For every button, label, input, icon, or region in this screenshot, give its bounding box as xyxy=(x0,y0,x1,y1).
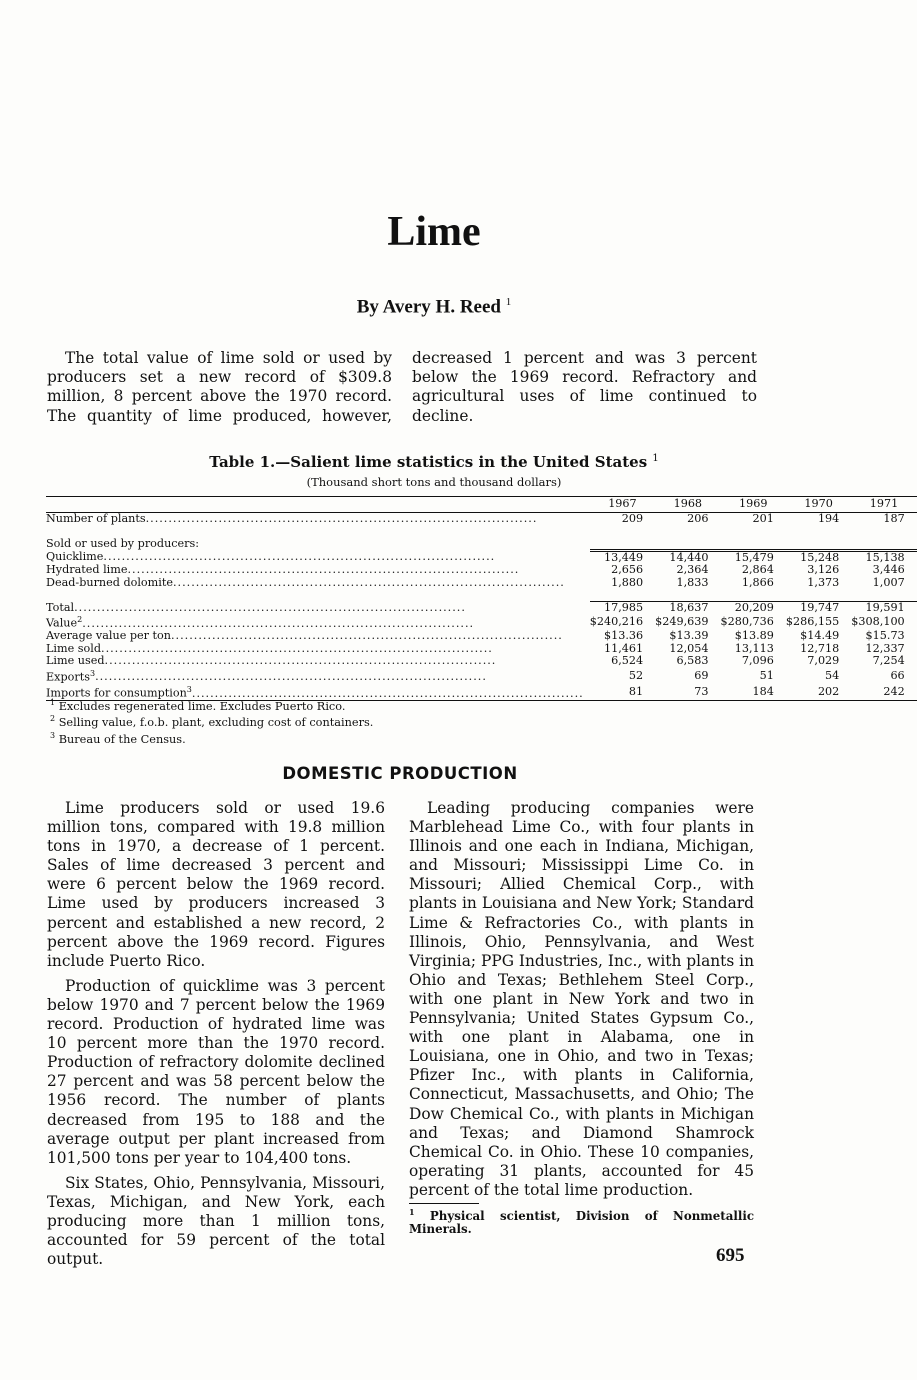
table-title-text: Table 1.—Salient lime statistics in the United States xyxy=(209,453,648,471)
cell: 1,866 xyxy=(741,575,774,589)
right-column xyxy=(409,799,754,1206)
year-header: 1971 xyxy=(869,497,899,510)
table-note: $^3$ Bureau of the Census. xyxy=(50,730,186,746)
table-note: $^1$ Excludes regenerated lime. Excludes Puerto Rico. xyxy=(50,698,346,713)
cell: 1,007 xyxy=(872,575,905,589)
cell: 15,479 xyxy=(734,550,774,564)
cell: 7,029 xyxy=(807,654,840,668)
cell: 13,449 xyxy=(603,550,644,564)
footnote-rule xyxy=(409,1203,479,1204)
paragraph: Leading producing companies were Marblehead Lime Co., with four plants in Illinois and one each in Indiana, Michigan, and Missouri; Mississippi Lime Co. in Missouri; Allied Chemical Corp., with plants in Louisiana and New York; Standard Lime & Refractories Co., with plants in Illinois, Ohio, Pennsylvania, and West Virginia; PPG Industries, Inc., with plants in Ohio and Texas; Bethlehem Steel Corp., with one plant in New York and two in Pennsylvania; United States Gypsum Co., with one plant in Alabama, one in Louisiana, one in Ohio, and two in Texas; Pfizer Inc., with plants in California, Connecticut, Massachusetts, and Ohio; The Dow Chemical Co., with plants in Michigan and Texas; and Diamond Shamrock Chemical Co. in Ohio. These 10 companies, operating 31 plants, accounted for 45 percent of the total lime production. xyxy=(409,799,754,1199)
cell: 3,446 xyxy=(872,563,905,577)
cell: 209 xyxy=(621,512,644,526)
cell: $14.49 xyxy=(800,629,840,643)
intro-text xyxy=(47,349,757,426)
cell: $240,216 xyxy=(589,615,644,629)
cell: 14,440 xyxy=(669,550,709,564)
table-row xyxy=(46,550,917,564)
table-row xyxy=(46,577,917,589)
row-label: Exports xyxy=(46,670,90,684)
cell: 15,138 xyxy=(865,550,905,564)
cell: $13.39 xyxy=(669,629,709,643)
cell: 2,864 xyxy=(741,563,774,577)
cell: 18,637 xyxy=(669,600,709,614)
cell: 12,337 xyxy=(865,641,905,655)
section-heading: DOMESTIC PRODUCTION xyxy=(282,764,518,783)
cell: 1,880 xyxy=(611,575,644,589)
cell: $13.36 xyxy=(603,629,644,643)
left-column xyxy=(47,799,385,1275)
paragraph: Six States, Ohio, Pennsylvania, Missouri, Texas, Michigan, and New York, each producing more than 1 million tons, accounted for 59 percent of the total output. xyxy=(47,1173,385,1269)
intro-paragraph: The total value of lime sold or used by producers set a new record of $309.8 million, 8 percent above the 1970 record. The quantity of lime produced, however, decreased 1 percent and was 3 percent below the 1969 record. Refractory and agricultural uses of lime continued to decline. xyxy=(47,349,757,425)
cell: $15.73 xyxy=(865,629,905,643)
cell: 201 xyxy=(752,512,774,526)
row-mark: 3 xyxy=(186,684,192,694)
footnote: $^1$ Physical scientist, Division of Nonmetallic Minerals. xyxy=(409,1207,754,1236)
cell: $249,639 xyxy=(655,615,709,629)
cell: 66 xyxy=(890,668,905,682)
row-label: Lime sold xyxy=(46,641,102,655)
cell: 12,718 xyxy=(800,641,840,655)
paragraph: Lime producers sold or used 19.6 million tons, compared with 19.8 million tons in 1970, a decrease of 1 percent. Sales of lime decreased 3 percent and were 6 percent below the 1969 record. Lime used by producers increased 3 percent and established a new record, 2 percent above the 1969 record. Figures include Puerto Rico. xyxy=(47,799,385,970)
year-header: 1969 xyxy=(738,497,768,510)
page-number: 695 xyxy=(716,1245,745,1266)
salient-statistics-table xyxy=(46,496,917,701)
row-label: Quicklime xyxy=(46,549,104,563)
table-title xyxy=(0,453,868,471)
cell: 1,373 xyxy=(807,575,840,589)
header-blank xyxy=(46,497,590,513)
cell: 184 xyxy=(752,684,774,698)
cell: 19,747 xyxy=(800,600,840,614)
table-row xyxy=(46,513,917,526)
table-row xyxy=(46,668,917,684)
year-header: 1968 xyxy=(673,497,703,510)
cell: 69 xyxy=(694,668,709,682)
cell: 20,209 xyxy=(734,600,774,614)
cell: 3,126 xyxy=(807,563,840,577)
cell: 202 xyxy=(817,684,840,698)
cell: 52 xyxy=(628,668,644,682)
cell: 2,656 xyxy=(611,563,644,577)
row-label: Value xyxy=(46,617,78,631)
cell: 73 xyxy=(694,684,709,698)
group-header: Sold or used by producers: xyxy=(46,536,200,550)
table-subtitle: (Thousand short tons and thousand dollars) xyxy=(306,475,562,489)
cell: 54 xyxy=(825,668,840,682)
row-label: Average value per ton xyxy=(46,629,171,643)
cell: 17,985 xyxy=(603,600,644,614)
table-note: $^2$ Selling value, f.o.b. plant, excluding cost of containers. xyxy=(50,714,374,730)
cell: 206 xyxy=(687,512,709,526)
cell: $13.89 xyxy=(734,629,774,643)
row-mark: 3 xyxy=(89,668,96,678)
cell: 2,364 xyxy=(676,563,709,577)
table-row xyxy=(46,655,917,667)
table-row xyxy=(46,601,917,614)
cell: 19,591 xyxy=(865,600,905,614)
author-name: By Avery H. Reed xyxy=(356,296,501,318)
cell: 187 xyxy=(883,512,905,526)
cell: 6,583 xyxy=(676,654,709,668)
paragraph: Production of quicklime was 3 percent below 1970 and 7 percent below the 1969 record. Production of hydrated lime was 10 percent more than the 1970 record. Production of refractory dolomite declined 27 percent and was 58 percent below the 1956 record. The number of plants decreased from 195 to 188 and the average output per plant increased from 101,500 tons per year to 104,400 tons. xyxy=(47,976,385,1167)
cell: 1,833 xyxy=(676,575,709,589)
table-row xyxy=(46,614,917,630)
table-header-row xyxy=(46,497,917,513)
cell: 13,113 xyxy=(734,641,774,655)
cell: 51 xyxy=(759,668,774,682)
row-label: Dead-burned dolomite xyxy=(46,575,173,589)
cell: 15,248 xyxy=(800,550,840,564)
cell: $280,736 xyxy=(720,615,774,629)
cell: 7,096 xyxy=(741,654,774,668)
cell: 12,054 xyxy=(669,641,709,655)
cell: $286,155 xyxy=(785,615,840,629)
table-notes xyxy=(50,697,373,746)
cell: 194 xyxy=(817,512,840,526)
row-label: Imports for consumption xyxy=(46,686,187,700)
cell: 6,524 xyxy=(611,654,644,668)
byline-note-mark: 1 xyxy=(505,296,512,308)
cell: 81 xyxy=(628,684,644,698)
year-header: 1970 xyxy=(804,497,833,510)
row-label: Number of plants xyxy=(46,512,146,526)
table-title-mark: 1 xyxy=(652,453,659,464)
cell: $308,100 xyxy=(851,615,905,629)
cell: 11,461 xyxy=(603,641,644,655)
year-header: 1967 xyxy=(608,497,637,510)
row-label: Total xyxy=(46,600,75,614)
row-mark: 2 xyxy=(77,615,83,625)
table-row xyxy=(46,538,917,550)
cell: 242 xyxy=(883,684,905,698)
byline xyxy=(0,296,868,318)
row-label: Lime used xyxy=(46,654,105,668)
cell: 7,254 xyxy=(872,654,905,668)
page-title: Lime xyxy=(387,209,481,255)
row-label: Hydrated lime xyxy=(46,563,128,577)
